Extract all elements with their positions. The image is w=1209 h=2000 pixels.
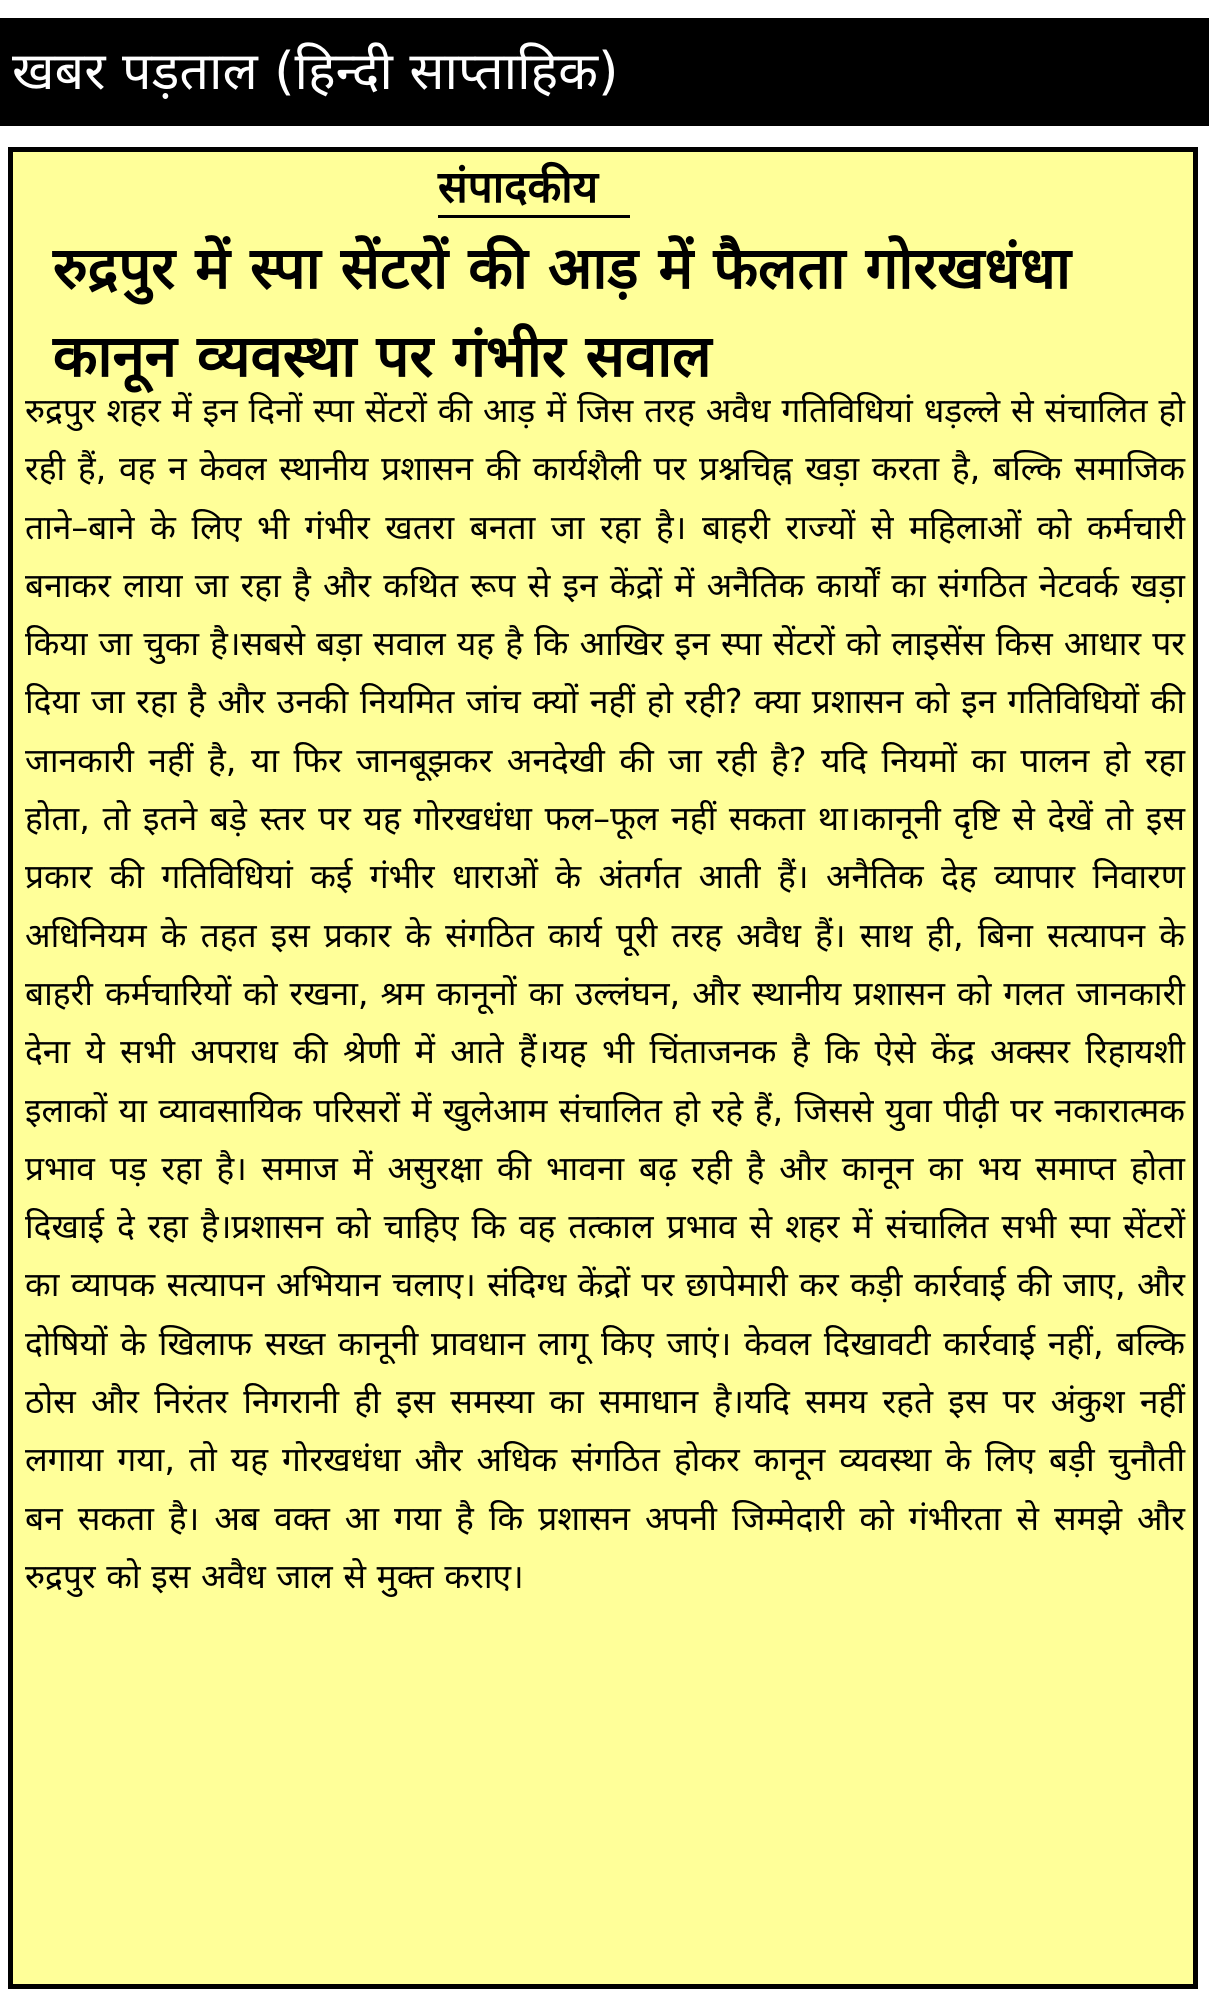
section-label: संपादकीय	[438, 162, 630, 218]
section-label-container	[438, 162, 678, 224]
editorial-box	[8, 147, 1198, 1989]
article-body: रुद्रपुर शहर में इन दिनों स्पा सेंटरों की आड़ में जिस तरह अवैध गतिविधियां धड़ल्ले से संचालित हो रही हैं, वह न केवल स्थानीय प्रशासन की कार्यशैली पर प्रश्नचिह्न खड़ा करता है, बल्कि समाजिक ताने–बाने के लिए भी गंभीर खतरा बनता जा रहा है। बाहरी राज्यों से महिलाओं को कर्मचारी बनाकर लाया जा रहा है और कथित रूप से इन केंद्रों में अनैतिक कार्यों का संगठित नेटवर्क खड़ा किया जा चुका है।सबसे बड़ा सवाल यह है कि आखिर इन स्पा सेंटरों को लाइसेंस किस आधार पर दिया जा रहा है और उनकी नियमित जांच क्यों नहीं हो रही? क्या प्रशासन को इन गतिविधियों की जानकारी नहीं है, या फिर जानबूझकर अनदेखी की जा रही है? यदि नियमों का पालन हो रहा होता, तो इतने बड़े स्तर पर यह गोरखधंधा फल–फूल नहीं सकता था।कानूनी दृष्टि से देखें तो इस प्रकार की गतिविधियां कई गंभीर धाराओं के अंतर्गत आती हैं। अनैतिक देह व्यापार निवारण अधिनियम के तहत इस प्रकार के संगठित कार्य पूरी तरह अवैध हैं। साथ ही, बिना सत्यापन के बाहरी कर्मचारियों को रखना, श्रम कानूनों का उल्लंघन, और स्थानीय प्रशासन को गलत जानकारी देना ये सभी अपराध की श्रेणी में आते हैं।यह भी चिंताजनक है कि ऐसे केंद्र अक्सर रिहायशी इलाकों या व्यावसायिक परिसरों में खुलेआम संचालित हो रहे हैं, जिससे युवा पीढ़ी पर नकारात्मक प्रभाव पड़ रहा है। समाज में असुरक्षा की भावना बढ़ रही है और कानून का भय समाप्त होता दिखाई दे रहा है।प्रशासन को चाहिए कि वह तत्काल प्रभाव से शहर में संचालित सभी स्पा सेंटरों का व्यापक सत्यापन अभियान चलाए। संदिग्ध केंद्रों पर छापेमारी कर कड़ी कार्रवाई की जाए, और दोषियों के खिलाफ सख्त कानूनी प्रावधान लागू किए जाएं। केवल दिखावटी कार्रवाई नहीं, बल्कि ठोस और निरंतर निगरानी ही इस समस्या का समाधान है।यदि समय रहते इस पर अंकुश नहीं लगाया गया, तो यह गोरखधंधा और अधिक संगठित होकर कानून व्यवस्था के लिए बड़ी चुनौती बन सकता है। अब वक्त आ गया है कि प्रशासन अपनी जिम्मेदारी को गंभीरता से समझे और रुद्रपुर को इस अवैध जाल से मुक्त कराए।	[25, 391, 1185, 1596]
masthead-banner	[0, 18, 1209, 126]
masthead-title: खबर पड़ताल (हिन्दी साप्ताहिक)	[12, 42, 619, 102]
headline: रुद्रपुर में स्पा सेंटरों की आड़ में फैलता गोरखधंधा कानून व्यवस्था पर गंभीर सवाल	[53, 234, 1071, 390]
